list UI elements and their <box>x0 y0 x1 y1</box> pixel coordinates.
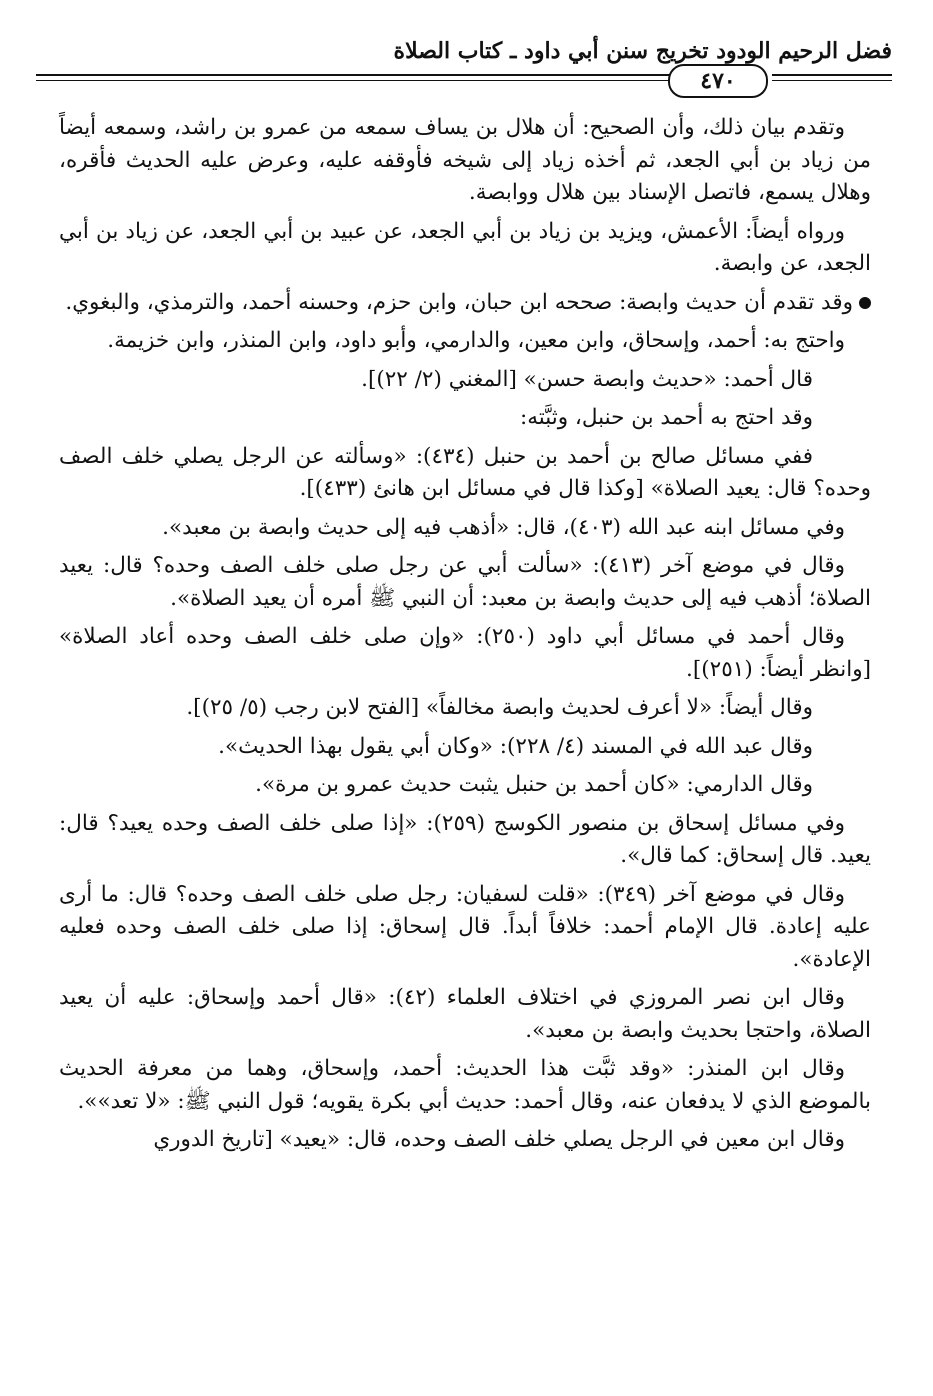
paragraph: وقال في موضع آخر (٤١٣): «سألت أبي عن رجل صلى خلف الصف وحده؟ قال: يعيد الصلاة؛ أذهب فيه إلى حديث وابصة بن معبد: أن النبي ﷺ أمره أن يعيد الصلاة». <box>59 553 871 611</box>
header-rule-right <box>772 74 892 76</box>
header-rule-left <box>36 74 746 76</box>
page-number-badge: ٤٧٠ <box>668 64 768 98</box>
paragraph: وقد احتج به أحمد بن حنبل، وثبَّته: <box>519 405 813 430</box>
paragraph: وقال أيضاً: «لا أعرف لحديث وابصة مخالفاً» [الفتح لابن رجب (٥/ ٢٥)]. <box>186 695 813 720</box>
paragraph: وقال الدارمي: «كان أحمد بن حنبل يثبت حديث عمرو بن مرة». <box>255 772 813 797</box>
page-header <box>36 38 892 106</box>
paragraph: وفي مسائل إسحاق بن منصور الكوسج (٢٥٩): «إذا صلى خلف الصف وحده يعيد؟ قال: يعيد. قال إسحاق: كما قال». <box>59 810 871 868</box>
paragraph: وتقدم بيان ذلك، وأن الصحيح: أن هلال بن يساف سمعه من عمرو بن راشد، وسمعه أيضاً من زياد بن أبي الجعد، ثم أخذه زياد إلى شيخه فأوقفه عليه، وعرض عليه الحديث فأقره، وهلال يسمع، فاتصل الإسناد بين هلال ووابصة. <box>59 115 871 205</box>
header-rule-right-thin <box>772 80 892 81</box>
paragraph: ففي مسائل صالح بن أحمد بن حنبل (٤٣٤): «وسألته عن الرجل يصلي خلف الصف وحده؟ قال: يعيد الصلاة» [وكذا قال في مسائل ابن هانئ (٤٣٣)]. <box>59 443 871 501</box>
paragraph: وفي مسائل ابنه عبد الله (٤٠٣)، قال: «أذهب فيه إلى حديث وابصة بن معبد». <box>162 514 845 540</box>
paragraph: واحتج به: أحمد، وإسحاق، وابن معين، والدارمي، وأبو داود، وابن المنذر، وابن خزيمة. <box>107 328 845 353</box>
paragraph-text: وقد تقدم أن حديث وابصة: صححه ابن حبان، وابن حزم، وحسنه أحمد، والترمذي، والبغوي. <box>65 289 853 315</box>
paragraph: وقال ابن معين في الرجل يصلي خلف الصف وحده، قال: «يعيد» [تاريخ الدوري <box>153 1127 845 1152</box>
paragraph: وقال ابن المنذر: «وقد ثبَّت هذا الحديث: أحمد، وإسحاق، وهما من معرفة الحديث بالموضع الذي لا يدفعان عنه، وقال أحمد: حديث أبي بكرة يقويه؛ قول النبي ﷺ: «لا تعد»». <box>59 1056 871 1114</box>
paragraph: وقال عبد الله في المسند (٤/ ٢٢٨): «وكان أبي يقول بهذا الحديث». <box>218 733 813 759</box>
paragraph: ورواه أيضاً: الأعمش، ويزيد بن زياد بن أبي الجعد، عن عبيد بن أبي الجعد، عن زياد بن أبي الجعد، عن وابصة. <box>59 218 871 276</box>
paragraph: وقال أحمد في مسائل أبي داود (٢٥٠): «وإن صلى خلف الصف وحده أعاد الصلاة» [وانظر أيضاً: (٢٥١)]. <box>59 624 871 682</box>
running-title: فضل الرحيم الودود تخريج سنن أبي داود ـ كتاب الصلاة <box>393 38 892 64</box>
paragraph: وقال ابن نصر المروزي في اختلاف العلماء (٤٢): «قال أحمد وإسحاق: عليه أن يعيد الصلاة، واحتجا بحديث وابصة بن معبد». <box>59 985 871 1043</box>
paragraph-with-marker <box>59 287 871 320</box>
paragraph: قال أحمد: «حديث وابصة حسن» [المغني (٢/ ٢٢)]. <box>361 366 813 392</box>
page-body <box>59 112 871 1163</box>
header-rule-left-thin <box>36 80 746 81</box>
paragraph-marker-icon <box>859 297 871 309</box>
paragraph: وقال في موضع آخر (٣٤٩): «قلت لسفيان: رجل صلى خلف الصف وحده؟ قال: ما أرى عليه إعادة. قال الإمام أحمد: خلافاً أبداً. قال إسحاق: إذا صلى خلف الصف وحده فعليه الإعادة». <box>59 881 871 972</box>
